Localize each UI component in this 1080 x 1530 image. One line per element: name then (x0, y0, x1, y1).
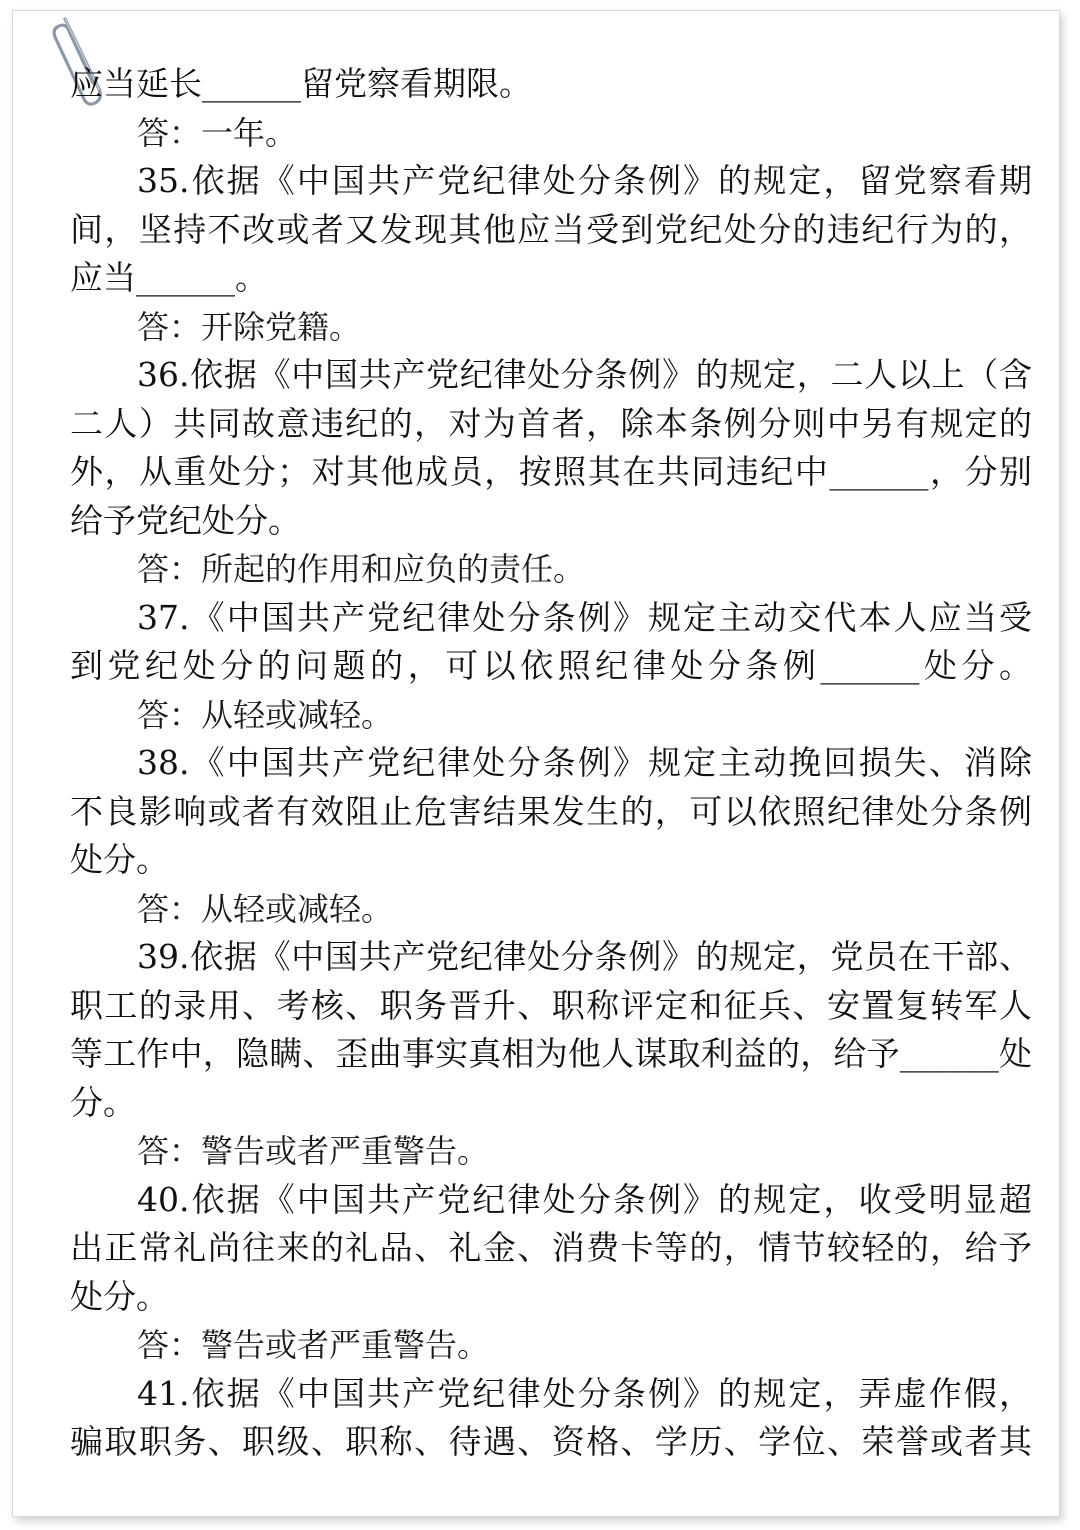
question-text-line: 职工的录用、考核、职务晋升、职称评定和征兵、安置复转军人 (70, 985, 1032, 1025)
answer-line: 答：一年。 (137, 113, 298, 152)
question-text-line: 应当延长______留党察看期限。 (70, 64, 532, 103)
question-text-line: 二人）共同故意违纪的，对为首者，除本条例分则中另有规定的 (70, 403, 1032, 443)
question-text-line: 39.依据《中国共产党纪律处分条例》的规定，党员在干部、 (137, 937, 1032, 976)
question-text-line: 35.依据《中国共产党纪律处分条例》的规定，留党察看期 (137, 161, 1032, 200)
document-body (70, 60, 1032, 1467)
question-text-line: 间，坚持不改或者又发现其他应当受到党纪处分的违纪行为的， (70, 209, 1032, 249)
answer-line: 答：警告或者严重警告。 (137, 1132, 490, 1170)
question-text-line: 41.依据《中国共产党纪律处分条例》的规定，弄虚作假， (137, 1373, 1032, 1413)
question-text-line: 处分。 (70, 840, 169, 879)
answer-line: 答：从轻或减轻。 (137, 695, 394, 734)
question-text-line: 到党纪处分的问题的，可以依照纪律处分条例______处分。 (70, 646, 1032, 685)
answer-line: 答：警告或者严重警告。 (137, 1326, 490, 1364)
question-text-line: 给予党纪处分。 (70, 500, 301, 540)
question-text-line: 外，从重处分；对其他成员，按照其在共同违纪中______，分别 (70, 452, 1032, 491)
question-text-line: 骗取职务、职级、职称、待遇、资格、学历、学位、荣誉或者其 (70, 1422, 1032, 1461)
question-text-line: 37.《中国共产党纪律处分条例》规定主动交代本人应当受 (137, 597, 1032, 637)
question-text-line: 40.依据《中国共产党纪律处分条例》的规定，收受明显超 (137, 1179, 1032, 1219)
answer-line: 答：开除党籍。 (137, 307, 362, 346)
question-text-line: 出正常礼尚往来的礼品、礼金、消费卡等的，情节较轻的，给予 (70, 1228, 1032, 1267)
question-text-line: 应当______。 (70, 258, 268, 297)
question-text-line: 不良影响或者有效阻止危害结果发生的，可以依照纪律处分条例 (70, 791, 1032, 831)
question-text-line: 38.《中国共产党纪律处分条例》规定主动挽回损失、消除 (137, 743, 1032, 782)
answer-line: 答：所起的作用和应负的责任。 (137, 550, 586, 588)
question-text-line: 处分。 (70, 1276, 169, 1316)
question-text-line: 等工作中，隐瞒、歪曲事实真相为他人谋取利益的，给予______处 (70, 1034, 1032, 1073)
question-text-line: 分。 (70, 1082, 136, 1122)
answer-line: 答：从轻或减轻。 (137, 889, 394, 928)
question-text-line: 36.依据《中国共产党纪律处分条例》的规定，二人以上（含 (137, 355, 1032, 394)
